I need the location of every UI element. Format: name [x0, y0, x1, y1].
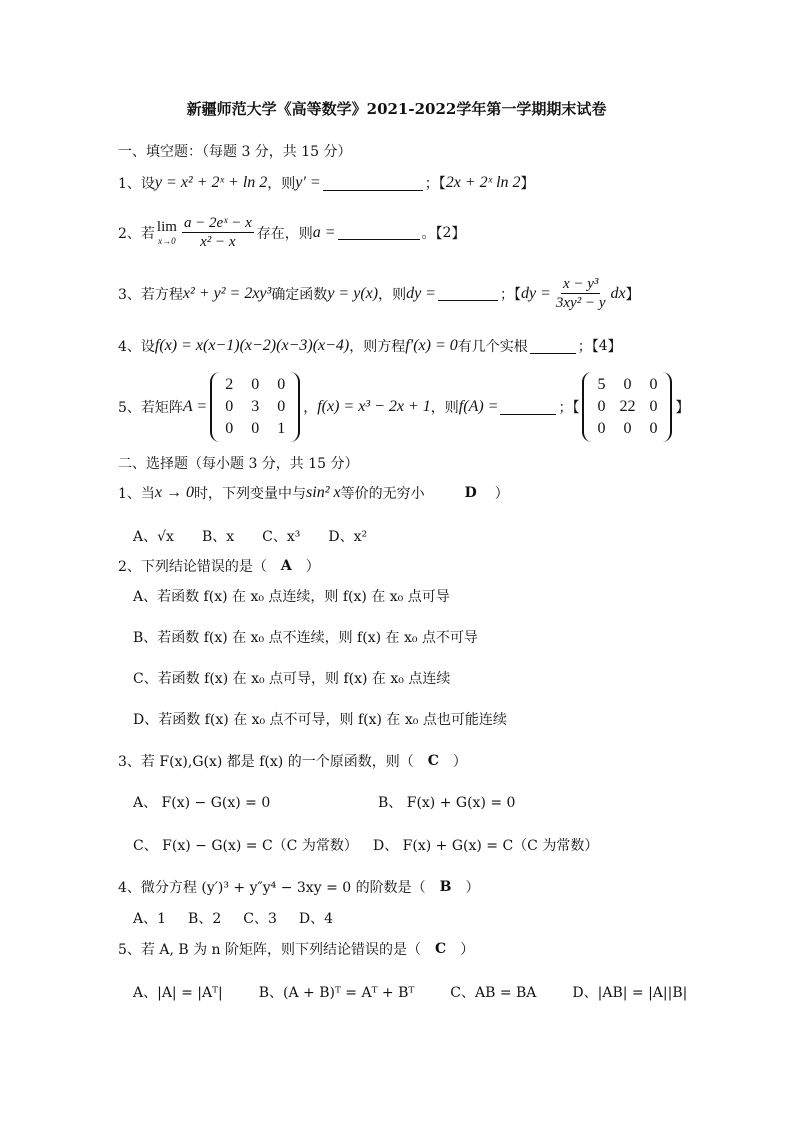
choice-question-1 — [118, 483, 509, 503]
matrix-cell: 0 — [251, 420, 260, 437]
q-text: 1、当 — [118, 486, 155, 502]
numerator: a − 2eˣ − x — [183, 215, 252, 231]
matrix-cell: 0 — [623, 420, 632, 437]
answer-blank — [530, 339, 576, 354]
math-expr: y′ = — [295, 174, 321, 191]
q-text: 确定函数 — [271, 286, 328, 303]
matrix-cell: 0 — [597, 398, 606, 415]
math-expr: y = x² + 2ˣ + ln 2 — [154, 174, 268, 191]
option-b: B、x — [201, 529, 235, 545]
option-d: D、若函数 f(x) 在 x₀ 点不可导，则 f(x) 在 x₀ 点也可能连续 — [133, 712, 507, 728]
bracket: ） — [494, 486, 509, 502]
choice-question-3 — [118, 751, 467, 771]
q-text: 3、若 F(x),G(x) 都是 f(x) 的一个原函数，则（ — [118, 754, 414, 770]
choice-question-5 — [118, 939, 474, 959]
numerator: x − y³ — [562, 276, 599, 292]
option-a: A、1 — [133, 911, 167, 927]
q-text: 4、设 — [118, 339, 155, 355]
lim-label: lim — [156, 219, 177, 235]
answer: C — [427, 753, 439, 769]
denominator: 3xy² − y — [555, 295, 606, 311]
matrix-cell: 0 — [225, 420, 234, 437]
matrix-cell: 1 — [277, 420, 286, 437]
q-text: ，则 — [267, 176, 296, 192]
bracket: 】 — [675, 400, 690, 416]
math-expr: x² + y² = 2xy³ — [182, 284, 272, 302]
bracket: 】 — [520, 176, 535, 192]
fill-question-3 — [118, 275, 640, 312]
matrix-cell: 0 — [597, 420, 606, 437]
option-d: D、|AB| = |A||B| — [572, 985, 688, 1001]
bracket: 】 — [607, 339, 622, 355]
choice-question-4 — [118, 877, 479, 897]
bracket: ；【 — [499, 286, 521, 303]
choice-1-options — [133, 526, 367, 546]
answer: 2 — [442, 224, 452, 241]
fill-question-5 — [118, 372, 689, 442]
option-a: A、|A| = |Aᵀ| — [133, 985, 223, 1001]
option-c: C、若函数 f(x) 在 x₀ 点可导，则 f(x) 在 x₀ 点连续 — [133, 671, 451, 687]
fill-question-4 — [118, 336, 622, 356]
answer: dy = — [520, 284, 551, 302]
answer: A — [280, 558, 292, 574]
answer-blank — [500, 400, 556, 415]
answer: B — [439, 879, 452, 895]
option-d: D、x² — [328, 529, 368, 545]
option-b: B、(A + B)ᵀ = Aᵀ + Bᵀ — [258, 985, 415, 1001]
option-d: D、 F(x) + G(x) = C（C 为常数） — [373, 838, 599, 854]
limit — [157, 219, 177, 246]
choice-5-options — [133, 982, 687, 1002]
q-text: 5、若矩阵 — [118, 400, 183, 416]
bracket: ） — [460, 942, 475, 958]
bracket: ） — [465, 880, 480, 896]
math-expr: a = — [312, 223, 336, 241]
bracket: 。【 — [421, 225, 443, 242]
option-b: B、若函数 f(x) 在 x₀ 点不连续，则 f(x) 在 x₀ 点不可导 — [133, 630, 478, 646]
q-text: 3、若方程 — [118, 286, 183, 303]
answer: 2x + 2ˣ ln 2 — [445, 174, 521, 191]
answer-blank — [323, 176, 423, 191]
fill-question-2 — [118, 214, 465, 251]
bracket: ） — [305, 559, 320, 575]
matrix-a — [210, 372, 300, 442]
q-text: ，则 — [378, 286, 407, 303]
answer-blank — [338, 225, 420, 240]
matrix-cell: 22 — [619, 398, 636, 415]
q-text: 1、设 — [118, 176, 155, 192]
option-c: C、x³ — [262, 529, 301, 545]
answer: C — [435, 941, 447, 957]
q-text: 时，下列变量中与 — [194, 486, 307, 502]
option-b: B、2 — [188, 911, 222, 927]
fraction — [182, 214, 254, 251]
q-text: 有几个实根 — [457, 339, 528, 355]
matrix-cell: 0 — [649, 376, 658, 393]
q-text: 2、若 — [118, 225, 155, 242]
q-text: ，则 — [430, 400, 459, 416]
matrix-cell: 5 — [597, 376, 606, 393]
option-a: A、 F(x) − G(x) = 0 — [133, 795, 271, 811]
choice-question-2 — [118, 556, 320, 576]
option-c: C、3 — [243, 911, 277, 927]
math-expr: f(x) = x(x−1)(x−2)(x−3)(x−4) — [154, 337, 350, 354]
q-text: 4、微分方程 (y′)³ + y″y⁴ − 3xy = 0 的阶数是（ — [118, 880, 426, 896]
answer: 4 — [598, 338, 608, 354]
matrix-cell: 0 — [277, 376, 286, 393]
option-a: A、若函数 f(x) 在 x₀ 点连续，则 f(x) 在 x₀ 点可导 — [133, 589, 450, 605]
matrix-cell: 0 — [251, 376, 260, 393]
q-text: 存在，则 — [256, 225, 313, 242]
matrix-answer — [582, 372, 672, 442]
option-b: B、 F(x) + G(x) = 0 — [378, 795, 516, 811]
matrix-cell: 0 — [649, 398, 658, 415]
matrix-cell: 0 — [277, 398, 286, 415]
math-expr: y = y(x) — [327, 284, 379, 302]
bracket: 】 — [625, 286, 640, 303]
math-expr: f(x) = x³ − 2x + 1 — [317, 398, 431, 415]
math-expr: f′(x) = 0 — [405, 337, 458, 354]
matrix-cell: 0 — [649, 420, 658, 437]
denominator: x² − x — [200, 234, 236, 250]
bracket: ） — [452, 754, 467, 770]
option-c: C、 F(x) − G(x) = C（C 为常数） — [133, 838, 358, 854]
lim-sub: x→0 — [158, 236, 176, 246]
choice-4-options — [133, 908, 333, 928]
matrix-cell: 2 — [225, 376, 234, 393]
exam-title: 新疆师范大学《高等数学》2021-2022学年第一学期期末试卷 — [186, 100, 607, 118]
answer: dx — [610, 284, 626, 302]
math-expr: x → 0 — [154, 484, 195, 501]
fraction — [554, 275, 608, 312]
fill-question-1 — [118, 173, 535, 193]
section1-heading: 一、填空题：（每题 3 分，共 15 分） — [118, 144, 352, 160]
bracket: 】 — [451, 225, 466, 242]
q-text: ， — [303, 400, 318, 416]
matrix-cell: 3 — [251, 398, 260, 415]
q-text: 等价的无穷小 — [340, 486, 425, 502]
math-expr: A = — [182, 398, 208, 415]
matrix-cell: 0 — [225, 398, 234, 415]
option-c: C、AB = BA — [450, 985, 537, 1001]
q-text: 5、若 A, B 为 n 阶矩阵，则下列结论错误的是（ — [118, 942, 422, 958]
matrix-cell: 0 — [623, 376, 632, 393]
bracket: ；【 — [558, 400, 580, 416]
section2-heading: 二、选择题（每小题 3 分，共 15 分） — [118, 456, 359, 472]
math-expr: f(A) = — [458, 398, 499, 415]
math-expr: dy = — [406, 284, 436, 302]
q-text: 2、下列结论错误的是（ — [118, 559, 267, 575]
bracket: ；【 — [577, 339, 599, 355]
answer-blank — [438, 286, 498, 301]
q-text: ，则方程 — [349, 339, 406, 355]
answer: D — [464, 485, 477, 501]
math-expr: sin² x — [306, 484, 341, 501]
bracket: ；【 — [424, 176, 446, 192]
option-a: A、√x — [133, 529, 174, 545]
option-d: D、4 — [298, 911, 333, 927]
